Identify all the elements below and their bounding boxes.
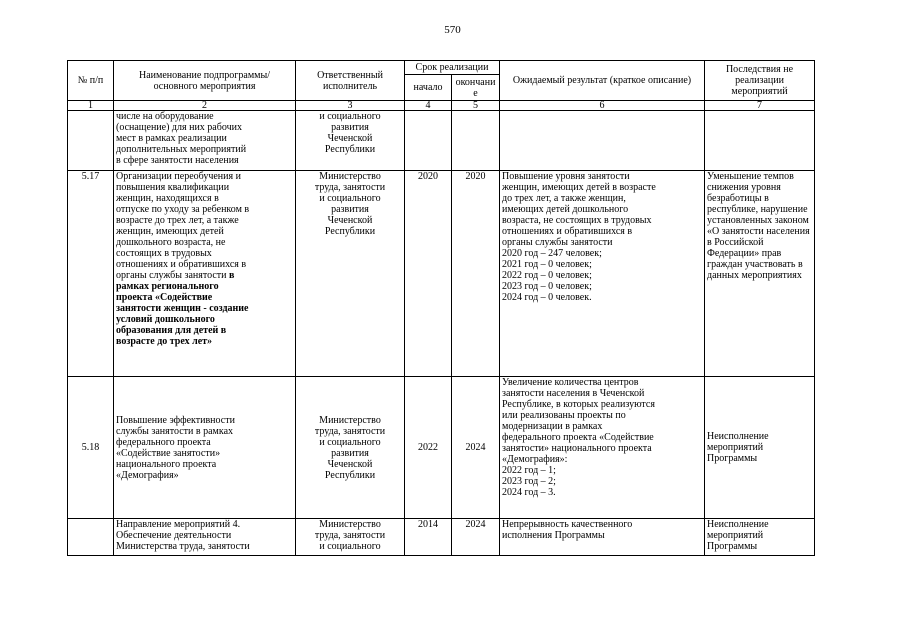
row-executor: Министерство труда, занятости и социального развития Чеченской Республики — [296, 377, 405, 519]
row-result: Повышение уровня занятости женщин, имеющих детей в возрасте до трех лет, а также женщин, имеющих детей дошкольного возраста, не состоящих в трудовых отношениях и обратившихся в органы службы занятости 2020 год – 247 человек; 2021 год – 0 человек; 2022 год – 0 человек; 2023 год – 0 человек; 2024 год – 0 человек. — [500, 171, 705, 377]
row-start: 2022 — [405, 377, 452, 519]
row-name-text: Организации переобучения и повышения квалификации женщин, находящихся в отпуске по уходу за ребенком в возрасте до трех лет, а также женщин, имеющих детей дошкольного возраста, не состоящих в трудовых отношениях и обратившихся в органы службы занятости — [116, 171, 250, 281]
col-index: 1 — [68, 101, 114, 111]
header-period: Срок реализации — [405, 61, 500, 75]
row-end: 2020 — [452, 171, 500, 377]
col-index: 3 — [296, 101, 405, 111]
row-executor: Министерство труда, занятости и социального — [296, 519, 405, 556]
row-name: Направление мероприятий 4. Обеспечение деятельности Министерства труда, занятости — [114, 519, 296, 556]
col-index: 4 — [405, 101, 452, 111]
page-number: 570 — [444, 24, 461, 36]
header-consequence: Последствия не реализации мероприятий — [705, 61, 815, 101]
row-end — [452, 111, 500, 171]
row-consequence: Уменьшение темпов снижения уровня безработицы в республике, нарушение установленных законом «О занятости населения в Российской Федерации» прав граждан участвовать в данных мероприятиях — [705, 171, 815, 377]
row-consequence: Неисполнение мероприятий Программы — [705, 377, 815, 519]
row-result: Непрерывность качественного исполнения Программы — [500, 519, 705, 556]
header-name: Наименование подпрограммы/ основного мероприятия — [114, 61, 296, 101]
row-start: 2014 — [405, 519, 452, 556]
table-row — [68, 171, 815, 377]
col-index: 7 — [705, 101, 815, 111]
header-result: Ожидаемый результат (краткое описание) — [500, 61, 705, 101]
row-consequence — [705, 111, 815, 171]
row-executor: Министерство труда, занятости и социального развития Чеченской Республики — [296, 171, 405, 377]
header-end: окончани е — [452, 75, 500, 101]
col-index: 2 — [114, 101, 296, 111]
row-executor: и социального развития Чеченской Республики — [296, 111, 405, 171]
row-name — [114, 171, 296, 377]
row-name: Повышение эффективности службы занятости в рамках федерального проекта «Содействие занятости» национального проекта «Демография» — [114, 377, 296, 519]
table-row — [68, 377, 815, 519]
row-name: числе на оборудование (оснащение) для них рабочих мест в рамках реализации дополнительных мероприятий в сфере занятости населения — [114, 111, 296, 171]
row-number — [68, 111, 114, 171]
table-row — [68, 519, 815, 556]
row-consequence: Неисполнение мероприятий Программы — [705, 519, 815, 556]
row-name-bold: в рамках регионального проекта «Содействие занятости женщин - создание условий дошкольного образования для детей в возрасте до трех лет» — [116, 270, 249, 347]
row-end: 2024 — [452, 519, 500, 556]
row-result — [500, 111, 705, 171]
row-number: 5.18 — [68, 377, 114, 519]
row-start — [405, 111, 452, 171]
header-number: № п/п — [68, 61, 114, 101]
header-executor: Ответственный исполнитель — [296, 61, 405, 101]
col-index: 5 — [452, 101, 500, 111]
row-number: 5.17 — [68, 171, 114, 377]
table-row — [68, 111, 815, 171]
header-start: начало — [405, 75, 452, 101]
program-table — [67, 60, 815, 556]
row-result: Увеличение количества центров занятости населения в Чеченской Республике, в которых реализуются или реализованы проекты по модернизации в рамках федерального проекта «Содействие занятости» национального проекта «Демография»: 2022 год – 1; 2023 год – 2; 2024 год – 3. — [500, 377, 705, 519]
col-index: 6 — [500, 101, 705, 111]
row-start: 2020 — [405, 171, 452, 377]
row-number — [68, 519, 114, 556]
row-end: 2024 — [452, 377, 500, 519]
